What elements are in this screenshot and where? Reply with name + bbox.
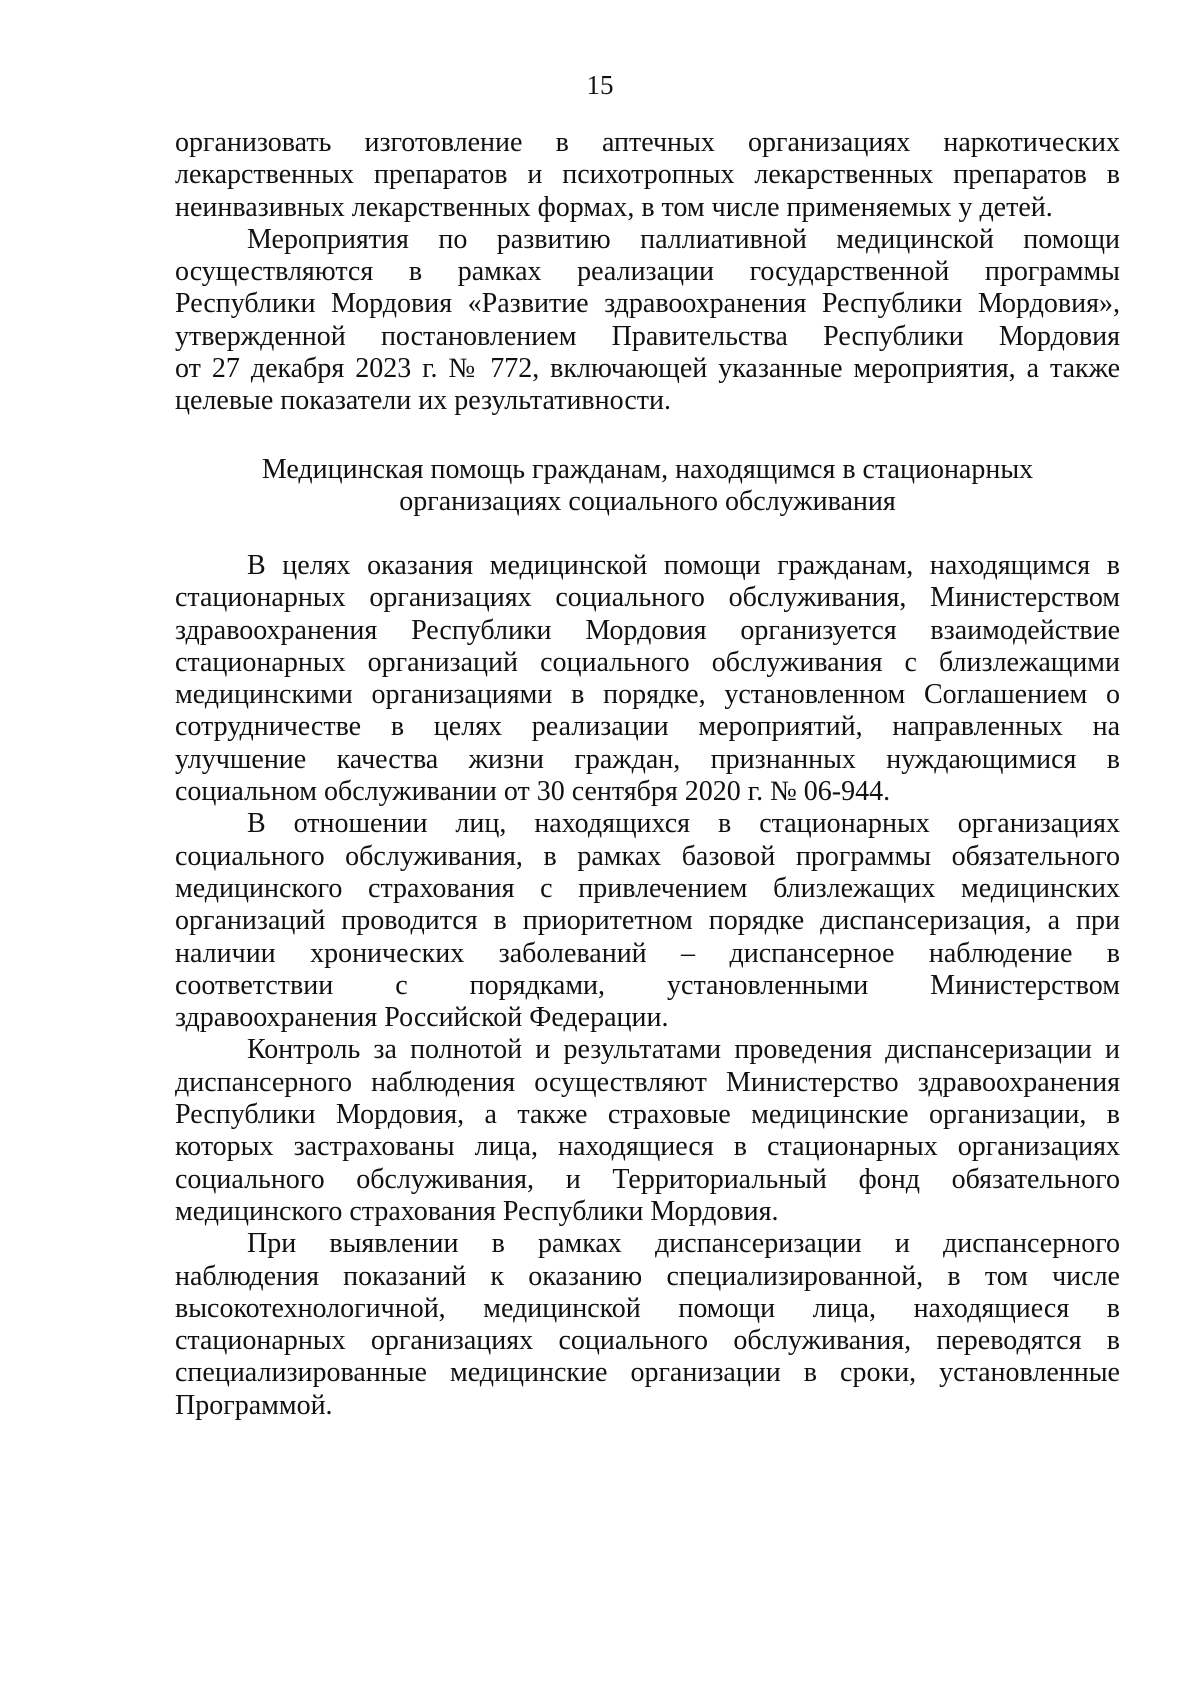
paragraph-control: [175, 1034, 1120, 1228]
text-line: Республики Мордовия «Развитие здравоохранения Республики Мордовия»,: [175, 288, 1120, 320]
text-line: от 27 декабря 2023 г. № 772, включающей указанные мероприятия, а также: [175, 353, 1120, 385]
text-line: Республики Мордовия, а также страховые медицинские организации, в: [175, 1099, 1120, 1131]
text-line: утвержденной постановлением Правительства Республики Мордовия: [175, 320, 1120, 352]
text-line: медицинскими организациями в порядке, установленном Соглашением о: [175, 679, 1120, 711]
paragraph-palliative-program: [175, 224, 1120, 418]
text-line: диспансерного наблюдения осуществляют Министерство здравоохранения: [175, 1066, 1120, 1098]
text-line: наличии хронических заболеваний – диспансерное наблюдение в: [175, 937, 1120, 969]
text-line: медицинского страхования с привлечением близлежащих медицинских: [175, 872, 1120, 904]
text-line: целевые показатели их результативности.: [175, 385, 671, 417]
text-line: В целях оказания медицинской помощи гражданам, находящимся в: [247, 550, 1120, 581]
text-line: стационарных организациях социального обслуживания, переводятся в: [175, 1325, 1120, 1357]
top-section: [175, 127, 1120, 418]
text-line: наблюдения показаний к оказанию специализированной, в том числе: [175, 1260, 1120, 1292]
text-line: организовать изготовление в аптечных организациях наркотических: [175, 127, 1120, 158]
heading-line: организациях социального обслуживания: [399, 486, 896, 518]
text-line: В отношении лиц, находящихся в стационарных организациях: [247, 808, 1120, 840]
text-line: которых застрахованы лица, находящиеся в стационарных организациях: [175, 1131, 1120, 1163]
text-line: При выявлении в рамках диспансеризации и диспансерного: [247, 1228, 1120, 1260]
text-line: стационарных организаций социального обслуживания с близлежащими: [175, 646, 1120, 678]
text-line: Программой.: [175, 1389, 333, 1421]
text-line: Контроль за полнотой и результатами проведения диспансеризации и: [247, 1034, 1120, 1066]
text-line: социального обслуживания, в рамках базовой программы обязательного: [175, 840, 1120, 872]
text-line: улучшение качества жизни граждан, признанных нуждающимися в: [175, 743, 1120, 775]
text-line: сотрудничестве в целях реализации мероприятий, направленных на: [175, 711, 1120, 743]
text-line: социальном обслуживании от 30 сентября 2020 г. № 06-944.: [175, 776, 891, 808]
text-line: лекарственных препаратов и психотропных лекарственных препаратов в: [175, 159, 1120, 191]
paragraph-transfer: [175, 1228, 1120, 1422]
text-line: Мероприятия по развитию паллиативной медицинской помощи: [247, 223, 1120, 255]
text-line: здравоохранения Российской Федерации.: [175, 1002, 669, 1034]
text-line: стационарных организациях социального обслуживания, Министерством: [175, 582, 1120, 614]
text-line: соответствии с порядками, установленными Министерством: [175, 969, 1120, 1001]
text-line: неинвазивных лекарственных формах, в том числе применяемых у детей.: [175, 191, 1053, 223]
text-line: высокотехнологичной, медицинской помощи лица, находящиеся в: [175, 1292, 1120, 1324]
page-number: 15: [586, 70, 614, 100]
heading-line: Медицинская помощь гражданам, находящимся в стационарных: [261, 454, 1034, 485]
text-line: здравоохранения Республики Мордовия организуется взаимодействие: [175, 614, 1120, 646]
paragraph-interaction: [175, 550, 1120, 808]
main-section: [175, 550, 1120, 1422]
section-heading: [175, 454, 1120, 519]
paragraph-dispensarization: [175, 808, 1120, 1034]
text-line: медицинского страхования Республики Мордовия.: [175, 1195, 779, 1227]
text-line: организаций проводится в приоритетном порядке диспансеризация, а при: [175, 905, 1120, 937]
paragraph-continuation: [175, 127, 1120, 224]
text-line: осуществляются в рамках реализации государственной программы: [175, 256, 1120, 288]
text-line: социального обслуживания, и Территориальный фонд обязательного: [175, 1163, 1120, 1195]
text-line: специализированные медицинские организации в сроки, установленные: [175, 1357, 1120, 1389]
